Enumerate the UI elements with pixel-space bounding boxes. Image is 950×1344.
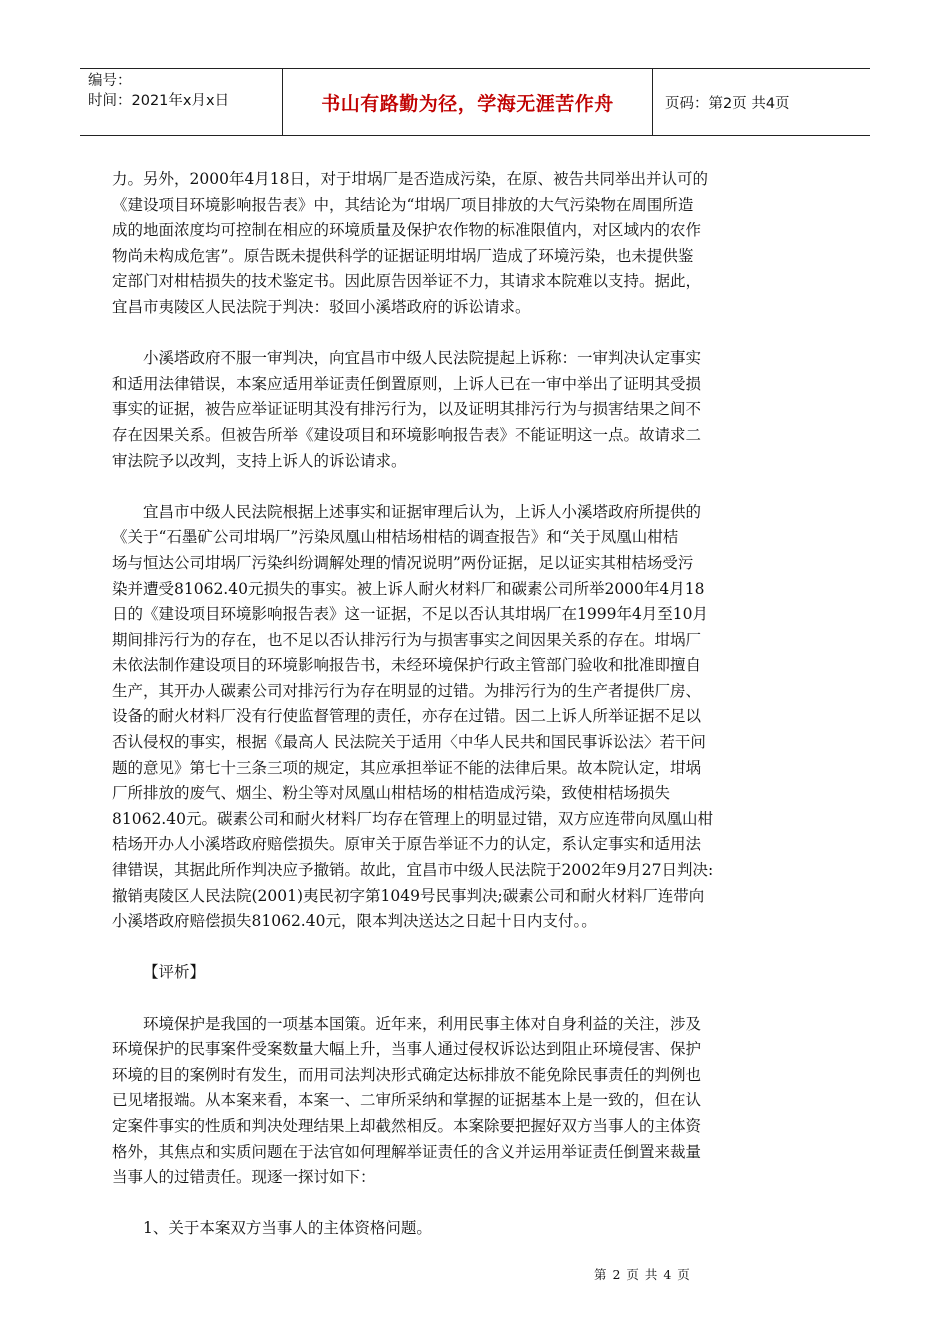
document-number-label: 编号： bbox=[88, 73, 132, 89]
footer-page-number: 第 2 页 共 4 页 bbox=[594, 1267, 691, 1282]
paragraph-line: 桔场开办人小溪塔政府赔偿损失。原审关于原告举证不力的认定，系认定事实和适用法 bbox=[112, 835, 702, 854]
paragraph-line: 力。另外，2000年4月18日，对于坩埚厂是否造成污染，在原、被告共同举出并认可的 bbox=[112, 170, 709, 188]
paragraph-line: 设备的耐火材料厂没有行使监督管理的责任，亦存在过错。因二上诉人所举证据不足以 bbox=[112, 707, 702, 726]
paragraph-line: 环境的目的案例时有发生，而用司法判决形式确定达标排放不能免除民事责任的判例也 bbox=[112, 1065, 702, 1084]
paragraph-line: 已见堵报端。从本案来看，本案一、二审所采纳和掌握的证据基本上是一致的，但在认 bbox=[112, 1091, 702, 1110]
paragraph-3 bbox=[112, 500, 842, 935]
paragraph-line: 成的地面浓度均可控制在相应的环境质量及保护农作物的标准限值内，对区域内的农作 bbox=[112, 221, 702, 240]
paragraph-line: 定部门对柑桔损失的技术鉴定书。因此原告因举证不力，其请求本院难以支持。据此， bbox=[112, 272, 702, 291]
motto-text: 书山有路勤为径，学海无涯苦作舟 bbox=[321, 92, 614, 115]
paragraph-line: 事实的证据，被告应举证证明其没有排污行为，以及证明其排污行为与损害结果之间不 bbox=[112, 400, 702, 419]
header-page-info bbox=[653, 69, 870, 135]
paragraph-line: 否认侵权的事实，根据《最高人 民法院关于适用〈中华人民共和国民事诉讼法〉若干问 bbox=[112, 733, 706, 752]
paragraph-line: 当事人的过错责任。现逐一探讨如下： bbox=[112, 1168, 376, 1187]
paragraph-line: 日的《建设项目环境影响报告表》这一证据，不足以否认其坩埚厂在1999年4月至10月 bbox=[112, 605, 709, 624]
paragraph-line: 生产，其开办人碳素公司对排污行为存在明显的过错。为排污行为的生产者提供厂房、 bbox=[112, 681, 702, 700]
paragraph-line: 题的意见》第七十三条三项的规定，其应承担举证不能的法律后果。故本院认定，坩埚 bbox=[112, 758, 702, 777]
paragraph-line: 《关于“石墨矿公司坩埚厂”污染凤凰山柑桔场柑桔的调查报告》和“关于凤凰山柑桔 bbox=[112, 528, 679, 547]
paragraph-2 bbox=[112, 346, 842, 474]
paragraph-4 bbox=[112, 1012, 842, 1191]
paragraph-line: 撤销夷陵区人民法院(2001)夷民初字第1049号民事判决;碳素公司和耐火材料厂连带向 bbox=[112, 886, 705, 905]
paragraph-line: 染并遭受81062.40元损失的事实。被上诉人耐火材料厂和碳素公司所举2000年4月18 bbox=[112, 579, 705, 598]
document-body bbox=[112, 167, 842, 1242]
header-meta bbox=[80, 69, 283, 135]
paragraph-line: 和适用法律错误，本案应适用举证责任倒置原则，上诉人已在一审中举出了证明其受损 bbox=[112, 374, 702, 393]
section-title: 【评析】 bbox=[143, 963, 206, 982]
header-motto bbox=[283, 69, 653, 135]
paragraph-line: 宜昌市夷陵区人民法院于判决：驳回小溪塔政府的诉讼请求。 bbox=[112, 297, 531, 316]
paragraph-line: 未依法制作建设项目的环境影响报告书，未经环境保护行政主管部门验收和批准即擅自 bbox=[112, 656, 702, 675]
paragraph-line: 存在因果关系。但被告所举《建设项目和环境影响报告表》不能证明这一点。故请求二 bbox=[112, 425, 702, 444]
paragraph-line: 格外，其焦点和实质问题在于法官如何理解举证责任的含义并运用举证责任倒置来裁量 bbox=[112, 1142, 702, 1161]
document-time-label: 时间：2021年x月x日 bbox=[88, 93, 230, 109]
paragraph-line: 《建设项目环境影响报告表》中，其结论为“坩埚厂项目排放的大气污染物在周围所造 bbox=[112, 195, 694, 214]
paragraph-line: 厂所排放的废气、烟尘、粉尘等对凤凰山柑桔场的柑桔造成污染，致使柑桔场损失 bbox=[112, 784, 671, 803]
page-number-label: 页码：第2页 共4页 bbox=[665, 95, 790, 112]
paragraph-line: 物尚未构成危害”。原告既未提供科学的证据证明坩埚厂造成了环境污染，也未提供鉴 bbox=[112, 246, 694, 265]
page-footer bbox=[594, 1265, 691, 1283]
paragraph-line: 场与恒达公司坩埚厂污染纠纷调解处理的情况说明”两份证据，足以证实其柑桔场受污 bbox=[112, 553, 694, 572]
paragraph-line: 小溪塔政府不服一审判决，向宜昌市中级人民法院提起上诉称：一审判决认定事实 bbox=[143, 349, 702, 368]
list-item: 1、关于本案双方当事人的主体资格问题。 bbox=[143, 1219, 432, 1238]
paragraph-line: 81062.40元。碳素公司和耐火材料厂均存在管理上的明显过错，双方应连带向凤凰山柑 bbox=[112, 809, 713, 828]
paragraph-line: 审法院予以改判，支持上诉人的诉讼请求。 bbox=[112, 451, 407, 470]
paragraph-line: 律错误，其据此所作判决应予撤销。故此，宜昌市中级人民法院于2002年9月27日判决: bbox=[112, 861, 714, 880]
paragraph-line: 环境保护的民事案件受案数量大幅上升，当事人通过侵权诉讼达到阻止环境侵害、保护 bbox=[112, 1040, 702, 1059]
paragraph-1 bbox=[112, 167, 842, 321]
paragraph-line: 小溪塔政府赔偿损失81062.40元，限本判决送达之日起十日内支付。。 bbox=[112, 912, 597, 931]
paragraph-line: 宜昌市中级人民法院根据上述事实和证据审理后认为，上诉人小溪塔政府所提供的 bbox=[143, 502, 702, 521]
paragraph-line: 期间排污行为的存在，也不足以否认排污行为与损害事实之间因果关系的存在。坩埚厂 bbox=[112, 630, 702, 649]
paragraph-line: 环境保护是我国的一项基本国策。近年来，利用民事主体对自身利益的关注，涉及 bbox=[143, 1014, 702, 1033]
paragraph-line: 定案件事实的性质和判决处理结果上却截然相反。本案除要把握好双方当事人的主体资 bbox=[112, 1116, 702, 1135]
header-table bbox=[80, 68, 870, 136]
